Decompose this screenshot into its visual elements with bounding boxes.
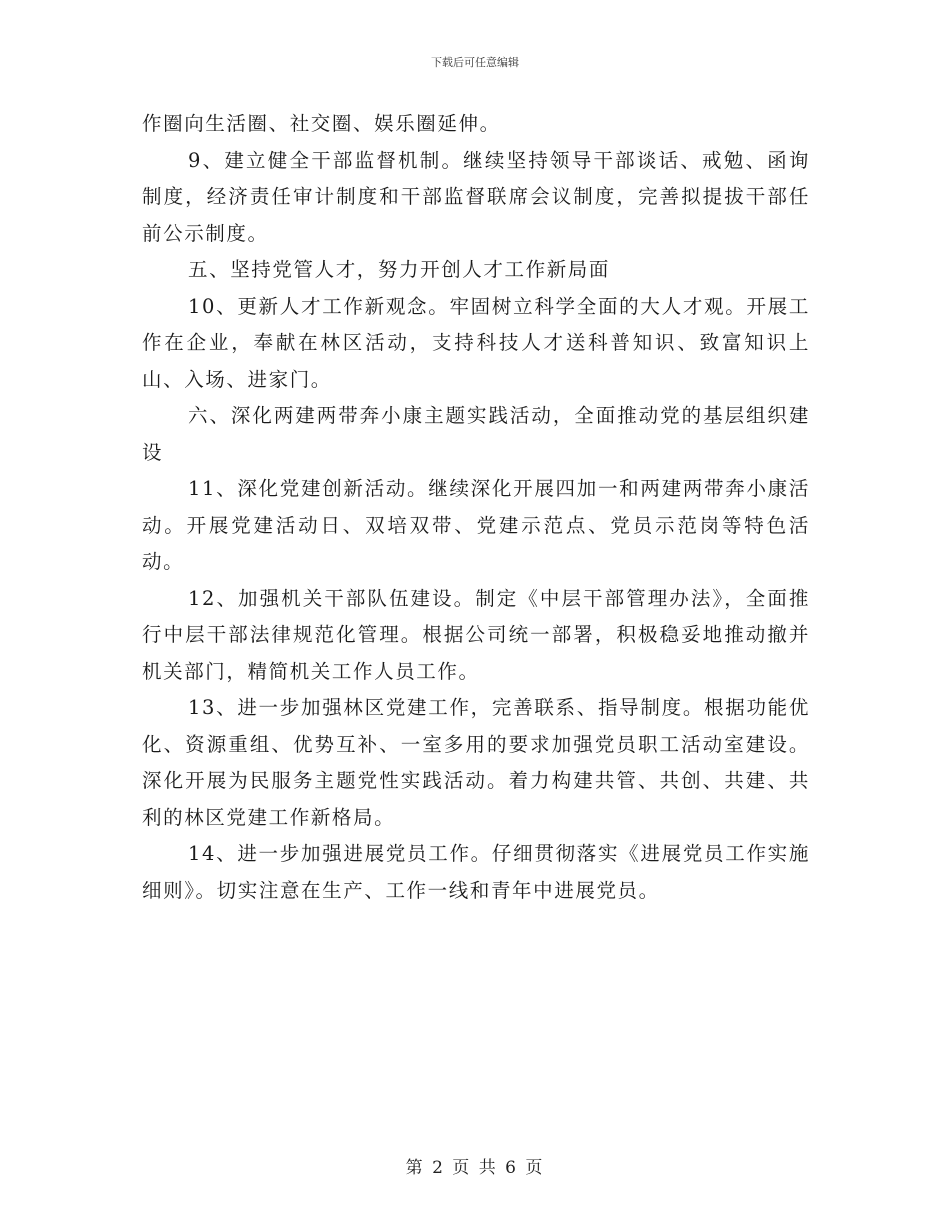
paragraph-item-9: 9、建立健全干部监督机制。继续坚持领导干部谈话、戒勉、函询制度，经济责任审计制度和干部监督联席会议制度，完善拟提拔干部任前公示制度。 bbox=[142, 148, 810, 245]
section-heading-6: 六、深化两建两带奔小康主题实践活动，全面推动党的基层组织建设 bbox=[142, 404, 810, 464]
paragraph-item-12: 12、加强机关干部队伍建设。制定《中层干部管理办法》，全面推行中层干部法律规范化管理。根据公司统一部署，积极稳妥地推动撤并机关部门，精简机关工作人员工作。 bbox=[142, 586, 810, 683]
document-body bbox=[142, 106, 810, 909]
page-header: 下载后可任意编辑 bbox=[431, 56, 519, 69]
paragraph-item-13: 13、进一步加强林区党建工作，完善联系、指导制度。根据功能优化、资源重组、优势互补、一室多用的要求加强党员职工活动室建设。深化开展为民服务主题党性实践活动。着力构建共管、共创、共建、共利的林区党建工作新格局。 bbox=[142, 696, 810, 829]
paragraph-item-11: 11、深化党建创新活动。继续深化开展四加一和两建两带奔小康活动。开展党建活动日、双培双带、党建示范点、党员示范岗等特色活动。 bbox=[142, 477, 810, 573]
paragraph-item-10: 10、更新人才工作新观念。牢固树立科学全面的大人才观。开展工作在企业，奉献在林区活动，支持科技人才送科普知识、致富知识上山、入场、进家门。 bbox=[142, 294, 810, 391]
paragraph-continuation: 作圈向生活圈、社交圈、娱乐圈延伸。 bbox=[142, 112, 501, 135]
page-number-footer: 第 2 页 共 6 页 bbox=[405, 1158, 545, 1178]
paragraph-item-14: 14、进一步加强进展党员工作。仔细贯彻落实《进展党员工作实施细则》。切实注意在生产、工作一线和青年中进展党员。 bbox=[142, 842, 810, 902]
section-heading-5: 五、坚持党管人才，努力开创人才工作新局面 bbox=[188, 258, 611, 281]
